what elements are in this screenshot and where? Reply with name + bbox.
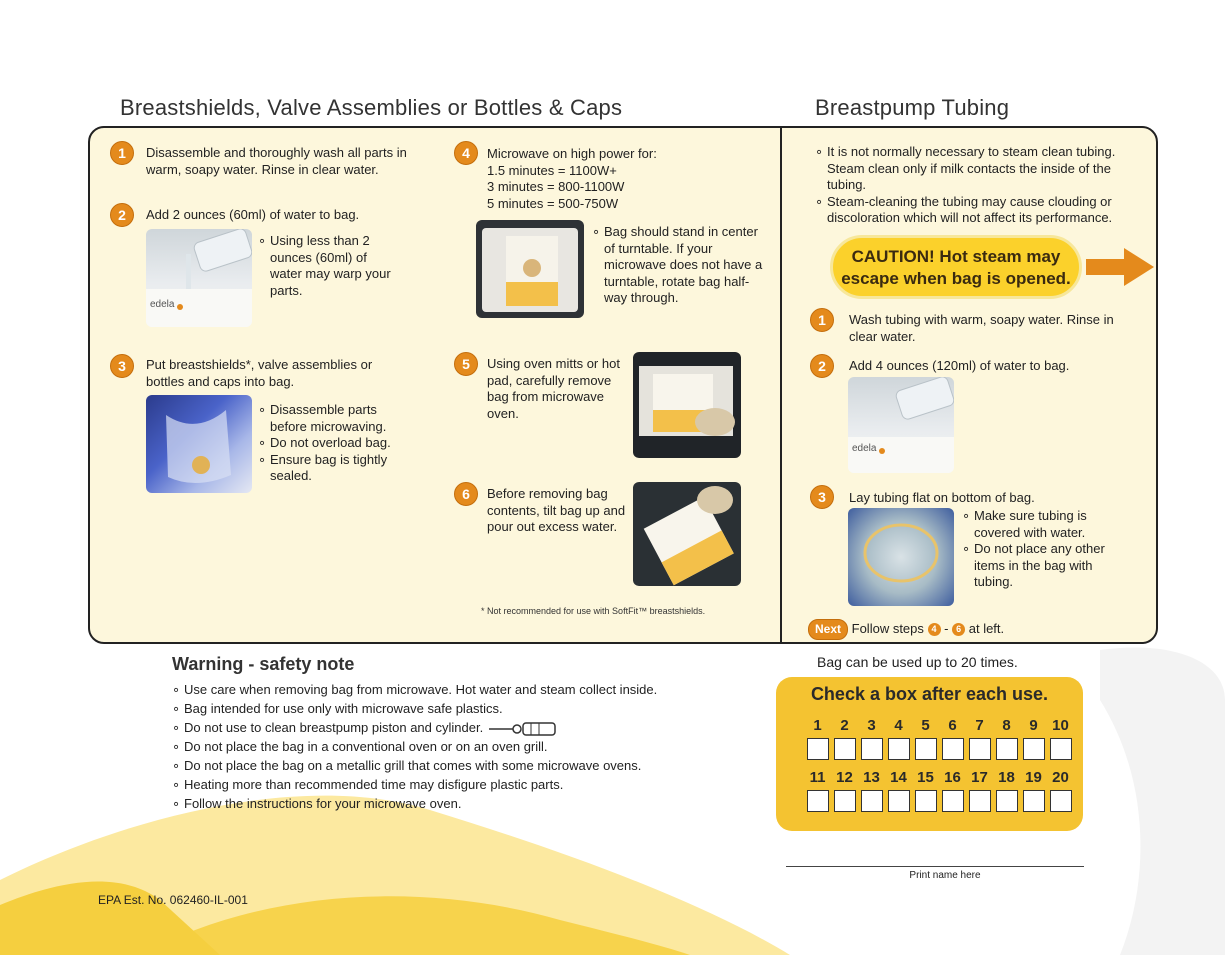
- epa-number: EPA Est. No. 062460-IL-001: [98, 893, 248, 907]
- next-prefix: Follow steps: [851, 621, 924, 636]
- photo-bag-with-parts: [146, 395, 252, 493]
- step-3-left: [110, 354, 134, 378]
- step-2-left-text: Add 2 ounces (60ml) of water to bag.: [146, 207, 360, 222]
- usage-checkbox[interactable]: [834, 738, 856, 760]
- usage-checkbox[interactable]: [1023, 790, 1045, 812]
- photo-microwave-bag: [476, 220, 584, 318]
- usage-cell: [993, 717, 1020, 760]
- step-5: [454, 352, 478, 376]
- step-4-bullets: [592, 224, 772, 307]
- usage-caption: Bag can be used up to 20 times.: [817, 654, 1018, 670]
- print-name-line: [786, 866, 1084, 867]
- step-4-text: [487, 146, 707, 212]
- step-1-left: [110, 141, 134, 165]
- usage-checkbox[interactable]: [969, 738, 991, 760]
- usage-checkbox[interactable]: [888, 790, 910, 812]
- usage-cell: [858, 717, 885, 760]
- warning-item-text: Do not use to clean breastpump piston and cylinder.: [184, 720, 484, 735]
- pour-water-illustration: [633, 482, 741, 586]
- usage-number: 19: [1025, 769, 1042, 786]
- usage-checkbox[interactable]: [915, 790, 937, 812]
- usage-cell: [831, 769, 858, 812]
- usage-number: 9: [1029, 717, 1038, 734]
- warning-item: ∘ Bag intended for use only with microwave safe plastics.: [172, 699, 732, 718]
- usage-number: 10: [1052, 717, 1069, 734]
- photo-pour-water: [633, 482, 741, 586]
- panel-divider: [780, 127, 782, 643]
- warning-item: ∘ Follow the instructions for your microwave oven.: [172, 794, 732, 813]
- bullet-item: ∘ Do not overload bag.: [258, 435, 408, 452]
- usage-cell: [939, 717, 966, 760]
- warning-item: ∘ Use care when removing bag from microwave. Hot water and steam collect inside.: [172, 680, 732, 699]
- footnote: * Not recommended for use with SoftFit™ breastshields.: [481, 606, 706, 616]
- tubing-step-1: [810, 308, 834, 332]
- photo-tubing-in-bag: [848, 508, 954, 606]
- warning-title: Warning - safety note: [172, 654, 355, 674]
- usage-cell: [1047, 769, 1074, 812]
- step-6: [454, 482, 478, 506]
- usage-checkbox[interactable]: [942, 790, 964, 812]
- caution-callout: [830, 235, 1082, 299]
- usage-number: 11: [809, 769, 826, 786]
- bullet-item: ∘ Using less than 2 ounces (60ml) of water may warp your parts.: [258, 233, 398, 299]
- bullet-item: ∘ Ensure bag is tightly sealed.: [258, 452, 408, 485]
- bullet-item: ∘ Disassemble parts before microwaving.: [258, 402, 408, 435]
- step-number-badge: 6: [454, 482, 478, 506]
- usage-checkbox[interactable]: [861, 738, 883, 760]
- caution-line: CAUTION! Hot steam may: [851, 247, 1061, 266]
- step-1-left-text: Disassemble and thoroughly wash all parts in warm, soapy water. Rinse in clear water.: [146, 145, 407, 177]
- right-section-title: Breastpump Tubing: [815, 95, 1010, 120]
- photo-label: edela: [852, 443, 877, 454]
- tubing-step-2-text: Add 4 ounces (120ml) of water to bag.: [849, 358, 1070, 373]
- step-number-badge: 5: [454, 352, 478, 376]
- usage-cell: [966, 717, 993, 760]
- usage-checkbox[interactable]: [942, 738, 964, 760]
- warning-list: [172, 680, 732, 813]
- usage-number: 13: [863, 769, 880, 786]
- usage-number: 18: [998, 769, 1015, 786]
- tubing-illustration: [848, 508, 954, 606]
- step-number-badge: 3: [810, 485, 834, 509]
- usage-cell: [831, 717, 858, 760]
- usage-checkbox[interactable]: [888, 738, 910, 760]
- usage-cell: [804, 717, 831, 760]
- usage-number: 12: [836, 769, 853, 786]
- bullet-item: ∘ Make sure tubing is covered with water.: [962, 508, 1132, 541]
- step-number-badge: 4: [454, 141, 478, 165]
- step-4-line: 1.5 minutes = 1100W+: [487, 162, 617, 178]
- usage-number: 15: [917, 769, 934, 786]
- usage-checkbox[interactable]: [1050, 738, 1072, 760]
- usage-checkbox[interactable]: [996, 790, 1018, 812]
- piston-cylinder-icon: [487, 721, 559, 737]
- usage-number: 16: [944, 769, 961, 786]
- print-name-label: Print name here: [909, 870, 981, 881]
- tubing-step-3-text: Lay tubing flat on bottom of bag.: [849, 490, 1035, 505]
- arrow-right-icon: [1086, 248, 1156, 286]
- usage-row-1: [804, 717, 1074, 760]
- usage-checkbox-card: [776, 677, 1083, 831]
- bottle-pouring-illustration: [848, 377, 954, 473]
- photo-remove-bag: [633, 352, 741, 458]
- oven-mitt-illustration: [633, 352, 741, 458]
- usage-number: 5: [921, 717, 930, 734]
- tubing-step-2: [810, 354, 834, 378]
- usage-cell: [993, 769, 1020, 812]
- next-suffix: at left.: [968, 621, 1005, 636]
- usage-number: 14: [890, 769, 907, 786]
- usage-number: 4: [894, 717, 903, 734]
- warning-item: ∘ Do not place the bag in a conventional oven or on an oven grill.: [172, 737, 732, 756]
- usage-cell: [912, 769, 939, 812]
- bottle-pouring-illustration: [146, 229, 252, 327]
- usage-checkbox[interactable]: [969, 790, 991, 812]
- usage-row-2: [804, 769, 1074, 812]
- bag-contents-illustration: [146, 395, 252, 493]
- step-5-text: Using oven mitts or hot pad, carefully remove bag from microwave oven.: [487, 356, 620, 421]
- left-section-title: Breastshields, Valve Assemblies or Bottles & Caps: [120, 95, 623, 120]
- step-number-badge: 1: [110, 141, 134, 165]
- usage-number: 2: [840, 717, 849, 734]
- step-number-badge: 2: [110, 203, 134, 227]
- step-number-badge: 1: [810, 308, 834, 332]
- warning-item: [172, 718, 732, 737]
- usage-number: 6: [948, 717, 957, 734]
- tubing-step-3: [810, 485, 834, 509]
- usage-cell: [885, 769, 912, 812]
- photo-pouring-water-tubing: [848, 377, 954, 473]
- step-number-badge: 3: [110, 354, 134, 378]
- warning-item: ∘ Do not place the bag on a metallic grill that comes with some microwave ovens.: [172, 756, 732, 775]
- usage-number: 20: [1052, 769, 1069, 786]
- tubing-intro-bullets: [815, 144, 1145, 227]
- bullet-item: ∘ Do not place any other items in the bag with tubing.: [962, 541, 1132, 591]
- usage-checkbox[interactable]: [915, 738, 937, 760]
- usage-number: 7: [975, 717, 984, 734]
- usage-cell: [1020, 769, 1047, 812]
- warning-item: ∘ Heating more than recommended time may disfigure plastic parts.: [172, 775, 732, 794]
- usage-number: 17: [971, 769, 988, 786]
- microwave-illustration: [476, 220, 584, 318]
- usage-checkbox[interactable]: [834, 790, 856, 812]
- step-3-left-bullets: [258, 402, 408, 485]
- usage-cell: [966, 769, 993, 812]
- usage-card-title: Check a box after each use.: [810, 684, 1049, 704]
- usage-cell: [1020, 717, 1047, 760]
- step-4-line: 3 minutes = 800-1100W: [487, 179, 625, 194]
- usage-number: 1: [813, 717, 822, 734]
- next-from-badge: 4: [928, 623, 941, 636]
- usage-checkbox[interactable]: [996, 738, 1018, 760]
- next-to-badge: 6: [952, 623, 965, 636]
- usage-number: 8: [1002, 717, 1011, 734]
- step-4-line: 5 minutes = 500-750W: [487, 195, 619, 211]
- usage-cell: [1047, 717, 1074, 760]
- usage-number: 3: [867, 717, 876, 734]
- photo-pouring-water: [146, 229, 252, 327]
- photo-label: edela: [150, 299, 175, 310]
- tubing-step-1-text: Wash tubing with warm, soapy water. Rinse in clear water.: [849, 312, 1114, 344]
- usage-checkbox[interactable]: [807, 738, 829, 760]
- usage-checkbox[interactable]: [1023, 738, 1045, 760]
- usage-checkbox[interactable]: [861, 790, 883, 812]
- usage-cell: [912, 717, 939, 760]
- usage-checkbox[interactable]: [1050, 790, 1072, 812]
- caution-line: escape when bag is opened.: [841, 269, 1071, 288]
- step-4: [454, 141, 478, 165]
- usage-cell: [858, 769, 885, 812]
- step-2-left-bullets: [258, 233, 398, 299]
- step-3-left-text: Put breastshields*, valve assemblies or bottles and caps into bag.: [146, 357, 373, 389]
- bullet-item: ∘ It is not normally necessary to steam clean tubing. Steam clean only if milk contacts the inside of the tubing.: [815, 144, 1145, 194]
- next-instruction: [808, 619, 1004, 640]
- step-number-badge: 2: [810, 354, 834, 378]
- usage-checkbox[interactable]: [807, 790, 829, 812]
- usage-cell: [939, 769, 966, 812]
- bullet-item: ∘ Steam-cleaning the tubing may cause clouding or discoloration which will not affect its performance.: [815, 194, 1145, 227]
- usage-cell: [885, 717, 912, 760]
- next-separator: -: [944, 621, 949, 636]
- step-2-left: [110, 203, 134, 227]
- tubing-step-3-bullets: [962, 508, 1132, 591]
- usage-cell: [804, 769, 831, 812]
- bullet-item: ∘ Bag should stand in center of turntable. If your microwave does not have a turntable, rotate bag half-way through.: [592, 224, 772, 307]
- step-4-line: Microwave on high power for:: [487, 146, 657, 161]
- next-badge: Next: [808, 619, 848, 640]
- step-6-text: Before removing bag contents, tilt bag up and pour out excess water.: [487, 486, 626, 534]
